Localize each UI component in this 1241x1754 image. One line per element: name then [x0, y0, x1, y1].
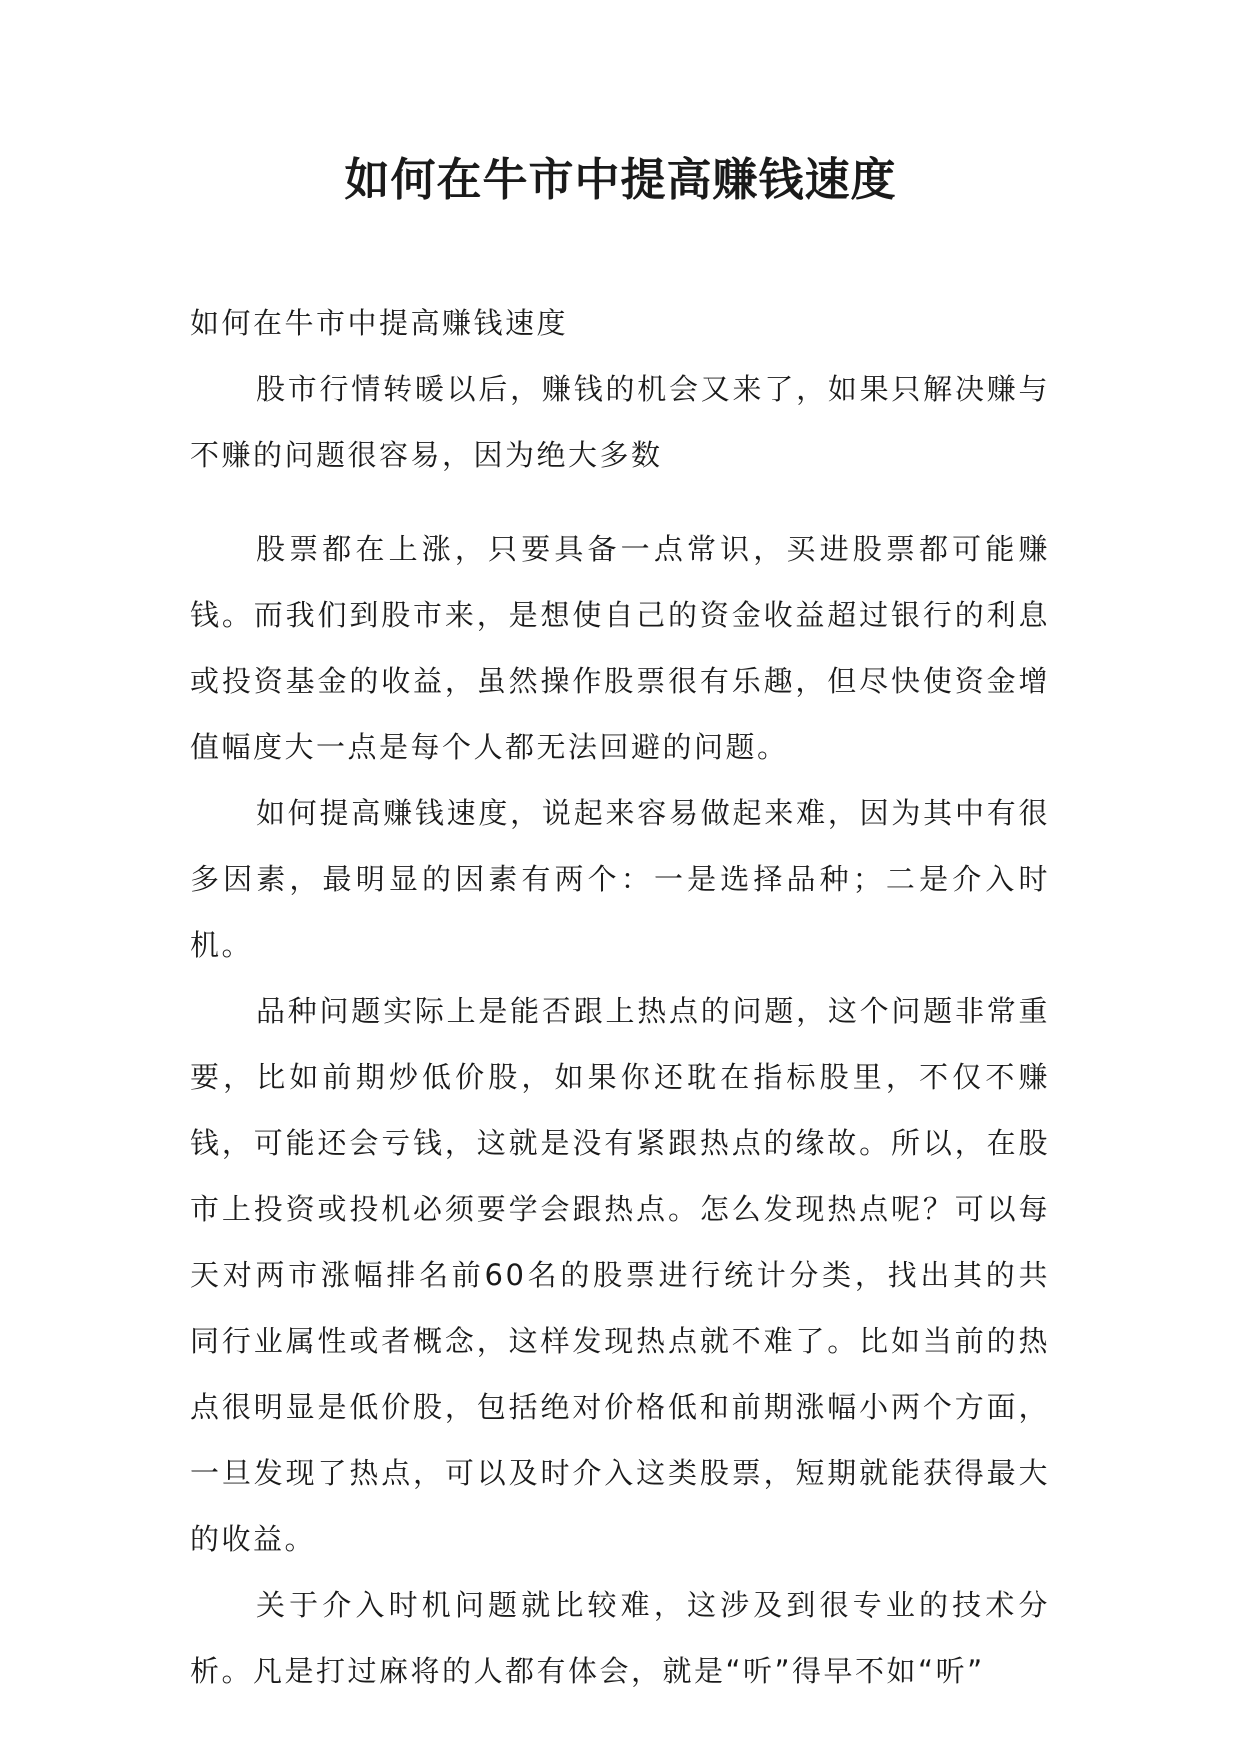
paragraph-3: 如何提高赚钱速度，说起来容易做起来难，因为其中有很多因素，最明显的因素有两个：一是选择品种；二是介入时机。: [190, 796, 1050, 962]
document-body-main: [190, 516, 1050, 1704]
paragraph-2: 股票都在上涨，只要具备一点常识，买进股票都可能赚钱。而我们到股市来，是想使自己的资金收益超过银行的利息或投资基金的收益，虽然操作股票很有乐趣，但尽快使资金增值幅度大一点是每个人都无法回避的问题。: [190, 532, 1050, 764]
document-title: 如何在牛市中提高赚钱速度: [344, 153, 897, 206]
paragraph-4: 品种问题实际上是能否跟上热点的问题，这个问题非常重要，比如前期炒低价股，如果你还耽在指标股里，不仅不赚钱，可能还会亏钱，这就是没有紧跟热点的缘故。所以，在股市上投资或投机必须要学会跟热点。怎么发现热点呢？可以每天对两市涨幅排名前60名的股票进行统计分类，找出其的共同行业属性或者概念，这样发现热点就不难了。比如当前的热点很明显是低价股，包括绝对价格低和前期涨幅小两个方面，一旦发现了热点，可以及时介入这类股票，短期就能获得最大的收益。: [190, 994, 1050, 1556]
paragraph-1: 股市行情转暖以后，赚钱的机会又来了，如果只解决赚与不赚的问题很容易，因为绝大多数: [190, 372, 1050, 472]
document-subtitle: 如何在牛市中提高赚钱速度: [190, 306, 569, 340]
paragraph-5: 关于介入时机问题就比较难，这涉及到很专业的技术分析。凡是打过麻将的人都有体会，就是“听”得早不如“听”: [190, 1588, 1050, 1688]
document-body-intro: [190, 290, 1050, 488]
